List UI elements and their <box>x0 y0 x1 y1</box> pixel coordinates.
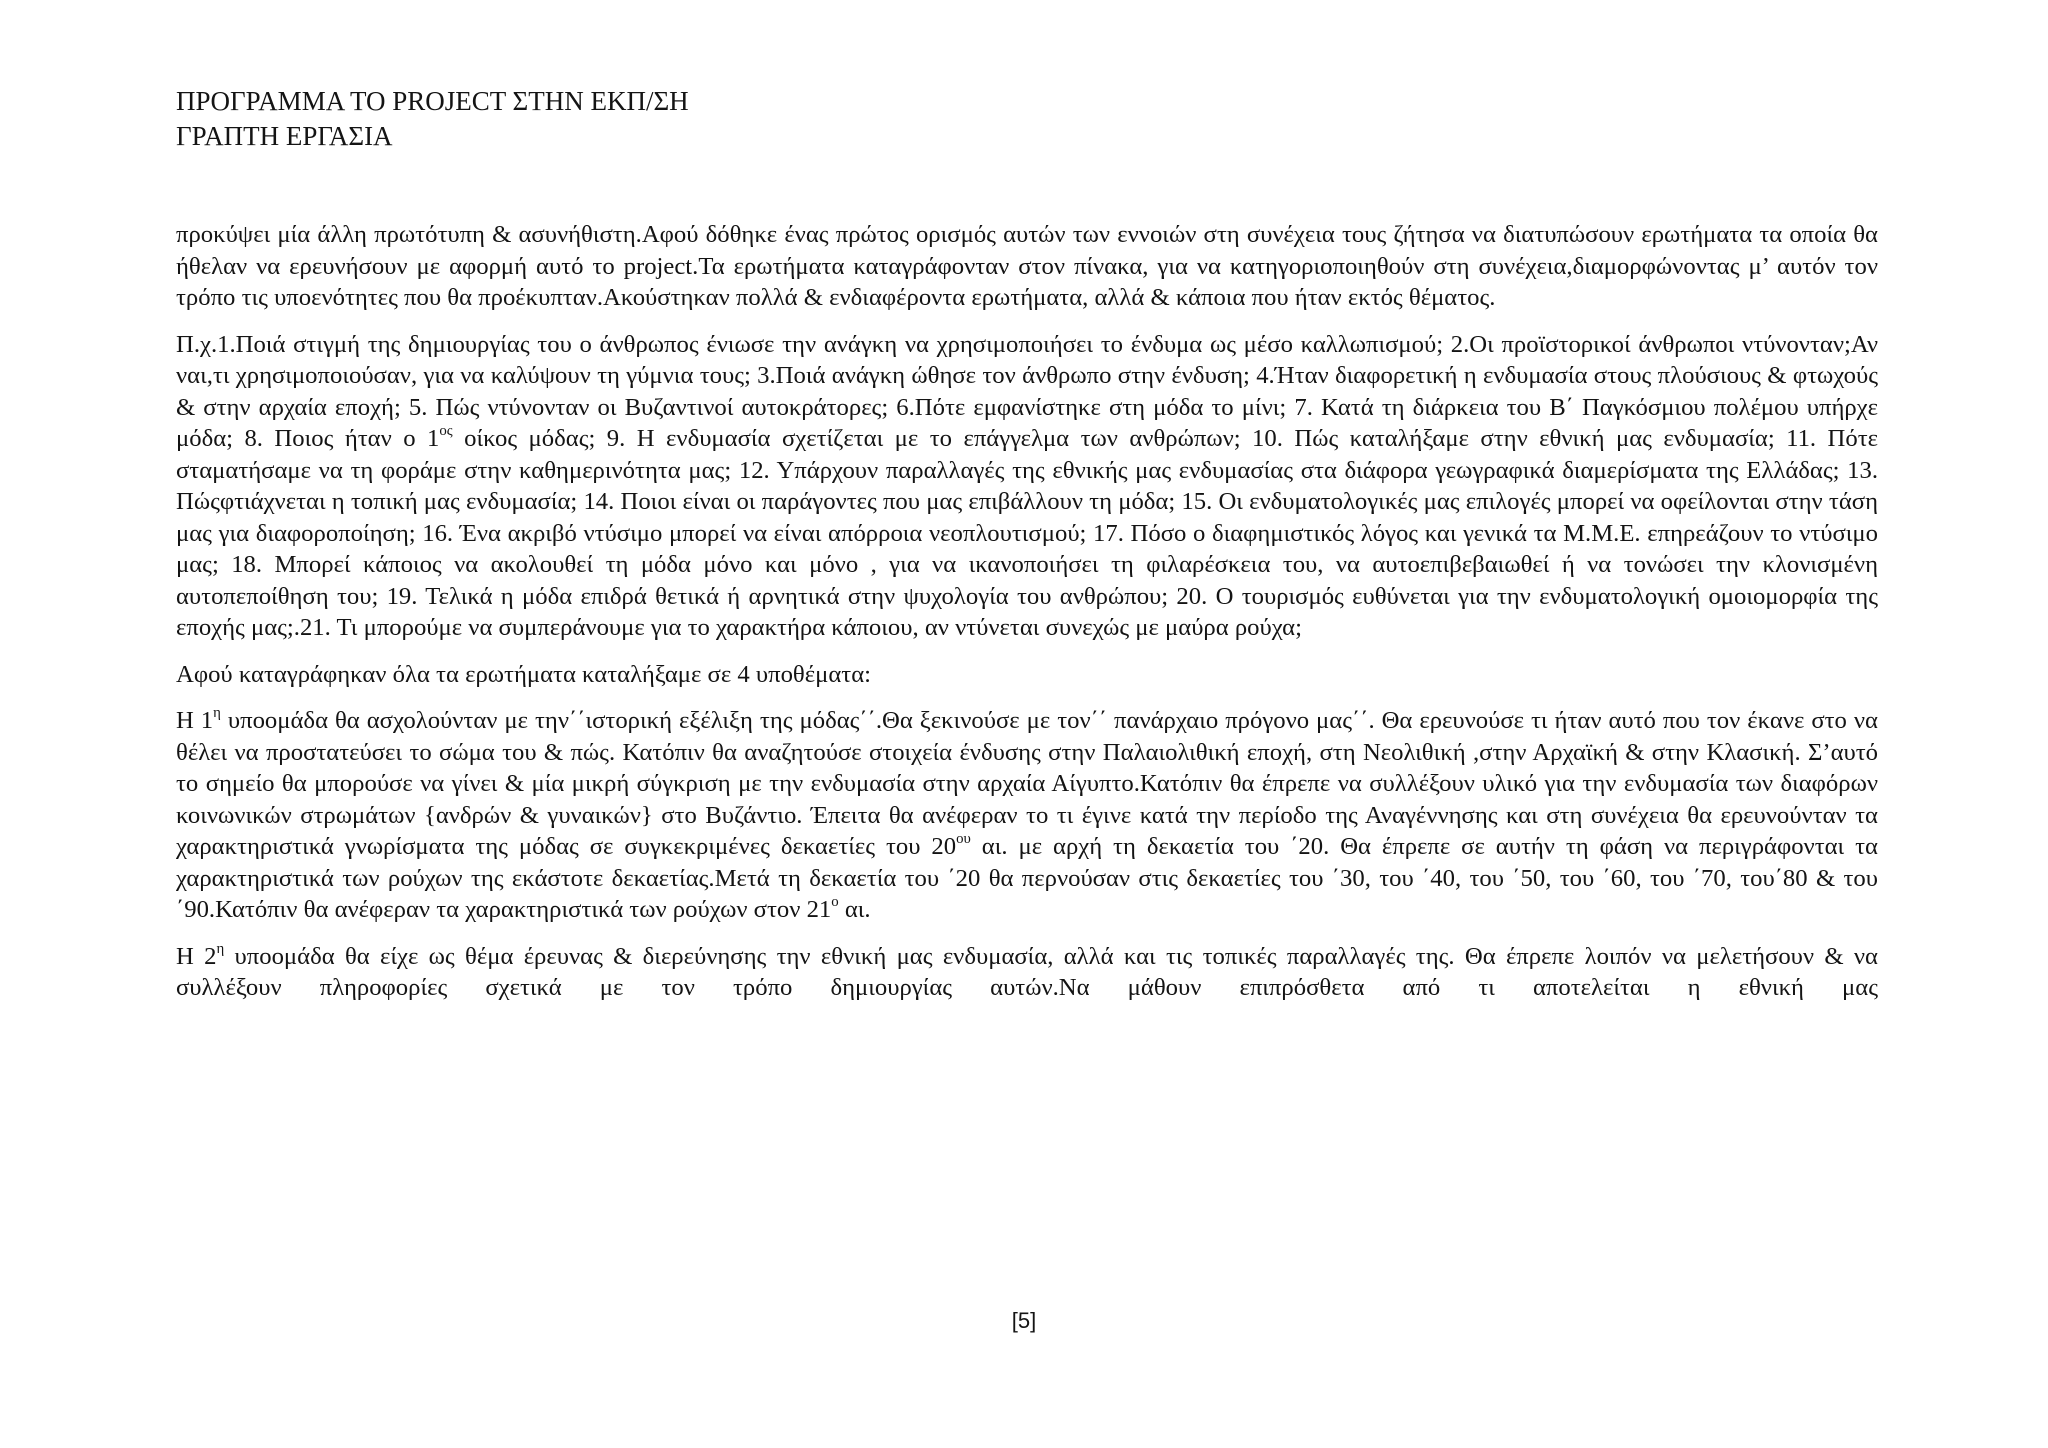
page-header <box>176 84 689 154</box>
questions-text-part2: οίκος μόδας; 9. Η ενδυμασία σχετίζεται με το επάγγελμα των ανθρώπων; 10. Πώς καταλήξαμε στην εθνική μας ενδυμασία; 11. Πότε σταματήσαμε να τη φοράμε στην καθημερινότητα μας; 12. Υπάρχουν παραλλαγές της εθνικής μας ενδυμασίας στα διάφορα γεωγραφικά διαμερίσματα της Ελλάδας; 13. Πώςφτιάχνεται η τοπική μας ενδυμασία; 14. Ποιοι είναι οι παράγοντες που μας επιβάλλουν τη μόδα; 15. Οι ενδυματολογικές μας επιλογές μπορεί να οφείλονται στην τάση μας για διαφοροποίηση; 16. Ένα ακριβό ντύσιμο μπορεί να είναι απόρροια νεοπλουτισμού; 17. Πόσο ο διαφημιστικός λόγος και γενικά τα Μ.Μ.Ε. επηρεάζουν το ντύσιμο μας; 18. Μπορεί κάποιος να ακολουθεί τη μόδα μόνο και μόνο , για να ικανοποιήσει τη φιλαρέσκεια του, να αυτοεπιβεβαιωθεί ή να τονώσει την κλονισμένη αυτοπεποίθηση του; 19. Τελικά η μόδα επιδρά θετικά ή αρνητικά στην ψυχολογία του ανθρώπου; 20. Ο τουρισμός ευθύνεται για την ενδυματολογική ομοιομορφία της εποχής μας;.21. Τι μπορούμε να συμπεράνουμε για το χαρακτήρα κάποιου, αν ντύνεται συνεχώς με μαύρα ρούχα; <box>176 425 1878 641</box>
subgroup-1-text-part3: αι. με αρχή τη δεκαετία του ΄20. Θα έπρεπε σε αυτήν τη φάση να περιγράφονται τα χαρακτηριστικά των ρούχων της εκάστοτε δεκαετίας.Μετά τη δεκαετία του ΄20 θα περνούσαν στις δεκαετίες του ΄30, του ΄40, του ΄50, του ΄60, του ΄70, του΄80 & του ΄90.Κατόπιν θα ανέφεραν τα χαρακτηριστικά των ρούχων στον 21 <box>176 833 1878 923</box>
paragraph-subgroup-2 <box>176 941 1878 1004</box>
document-body <box>176 219 1878 1019</box>
subgroup-1-text-part4: αι. <box>838 896 871 923</box>
paragraph-questions <box>176 329 1878 644</box>
century-superscript-21st: ο <box>831 893 839 910</box>
paragraph-subtopics-intro: Αφού καταγράφηκαν όλα τα ερωτήματα καταλήξαμε σε 4 υποθέματα: <box>176 660 871 688</box>
subgroup-1-superscript: η <box>213 704 221 721</box>
paragraph-intro: προκύψει μία άλλη πρωτότυπη & ασυνήθιστη.Αφού δόθηκε ένας πρώτος ορισμός αυτών των εννοιών στη συνέχεια τους ζήτησα να διατυπώσουν ερωτήματα τα οποία θα ήθελαν να ερευνήσουν με αφορμή αυτό το project.Τα ερωτήματα καταγράφονταν στον πίνακα, για να κατηγοριοποιηθούν στη συνέχεια,διαμορφώνοντας μ’ αυτόν τον τρόπο τις υποενότητες που θα προέκυπταν.Ακούστηκαν πολλά & ενδιαφέροντα ερωτήματα, αλλά & κάποια που ήταν εκτός θέματος. <box>176 221 1878 311</box>
header-title: ΠΡΟΓΡΑΜΜΑ ΤΟ PROJECT ΣΤΗΝ ΕΚΠ/ΣΗ <box>176 86 689 116</box>
subgroup-2-superscript: η <box>216 940 225 957</box>
paragraph-subgroup-1 <box>176 705 1878 926</box>
subgroup-2-text-part1: Η 2 <box>176 942 217 970</box>
header-subtitle: ΓΡΑΠΤΗ ΕΡΓΑΣΙΑ <box>176 121 393 151</box>
questions-superscript: ος <box>439 422 453 439</box>
century-superscript-20th: ου <box>956 830 971 847</box>
subgroup-1-text-part1: Η 1 <box>176 707 214 734</box>
questions-text-part1: Π.χ.1.Ποιά στιγμή της δημιουργίας του ο άνθρωπος ένιωσε την ανάγκη να χρησιμοποιήσει το ένδυμα ως μέσο καλλωπισμού; 2.Οι προϊστορικοί άνθρωποι ντύνονταν;Αν ναι,τι χρησιμοποιούσαν, για να καλύψουν τη γύμνια τους; 3.Ποιά ανάγκη ώθησε τον άνθρωπο στην ένδυση; 4.Ήταν διαφορετική η ενδυμασία στους πλούσιους & φτωχούς & στην αρχαία εποχή; 5. Πώς ντύνονταν οι Βυζαντινοί αυτοκράτορες; 6.Πότε εμφανίστηκε στη μόδα το μίνι; 7. Κατά τη διάρκεια του Β΄ Παγκόσμιου πολέμου υπήρχε μόδα; 8. Ποιος ήταν ο 1 <box>176 330 1878 452</box>
subgroup-2-text-part2: υποομάδα θα είχε ως θέμα έρευνας & διερεύνησης την εθνική μας ενδυμασία, αλλά και τις τοπικές παραλλαγές της. Θα έπρεπε λοιπόν να μελετήσουν & να συλλέξουν πληροφορίες σχετικά με τον τρόπο δημιουργίας αυτών.Να μάθουν επιπρόσθετα από τι αποτελείται η εθνική μας <box>176 942 1878 1001</box>
subgroup-1-text-part2: υποομάδα θα ασχολούνταν με την΄΄ιστορική εξέλιξη της μόδας΄΄.Θα ξεκινούσε με τον΄΄ πανάρχαιο πρόγονο μας΄΄. Θα ερευνούσε τι ήταν αυτό που τον έκανε στο να θέλει να προστατεύσει το σώμα του & πώς. Κατόπιν θα αναζητούσε στοιχεία ένδυσης στην Παλαιολιθική εποχή, στη Νεολιθική ,στην Αρχαϊκή & στην Κλασική. Σ’αυτό το σημείο θα μπορούσε να γίνει & μία μικρή σύγκριση με την ενδυμασία στην αρχαία Αίγυπτο.Κατόπιν θα έπρεπε να συλλέξουν υλικό για την ενδυμασία των διαφόρων κοινωνικών στρωμάτων {ανδρών & γυναικών} στο Βυζάντιο. Έπειτα θα ανέφεραν το τι έγινε κατά την περίοδο της Αναγέννησης και στη συνέχεια θα ερευνούνταν τα χαρακτηριστικά γνωρίσματα της μόδας σε συγκεκριμένες δεκαετίες του 20 <box>176 707 1878 860</box>
page-number: [5] <box>1011 1308 1037 1333</box>
